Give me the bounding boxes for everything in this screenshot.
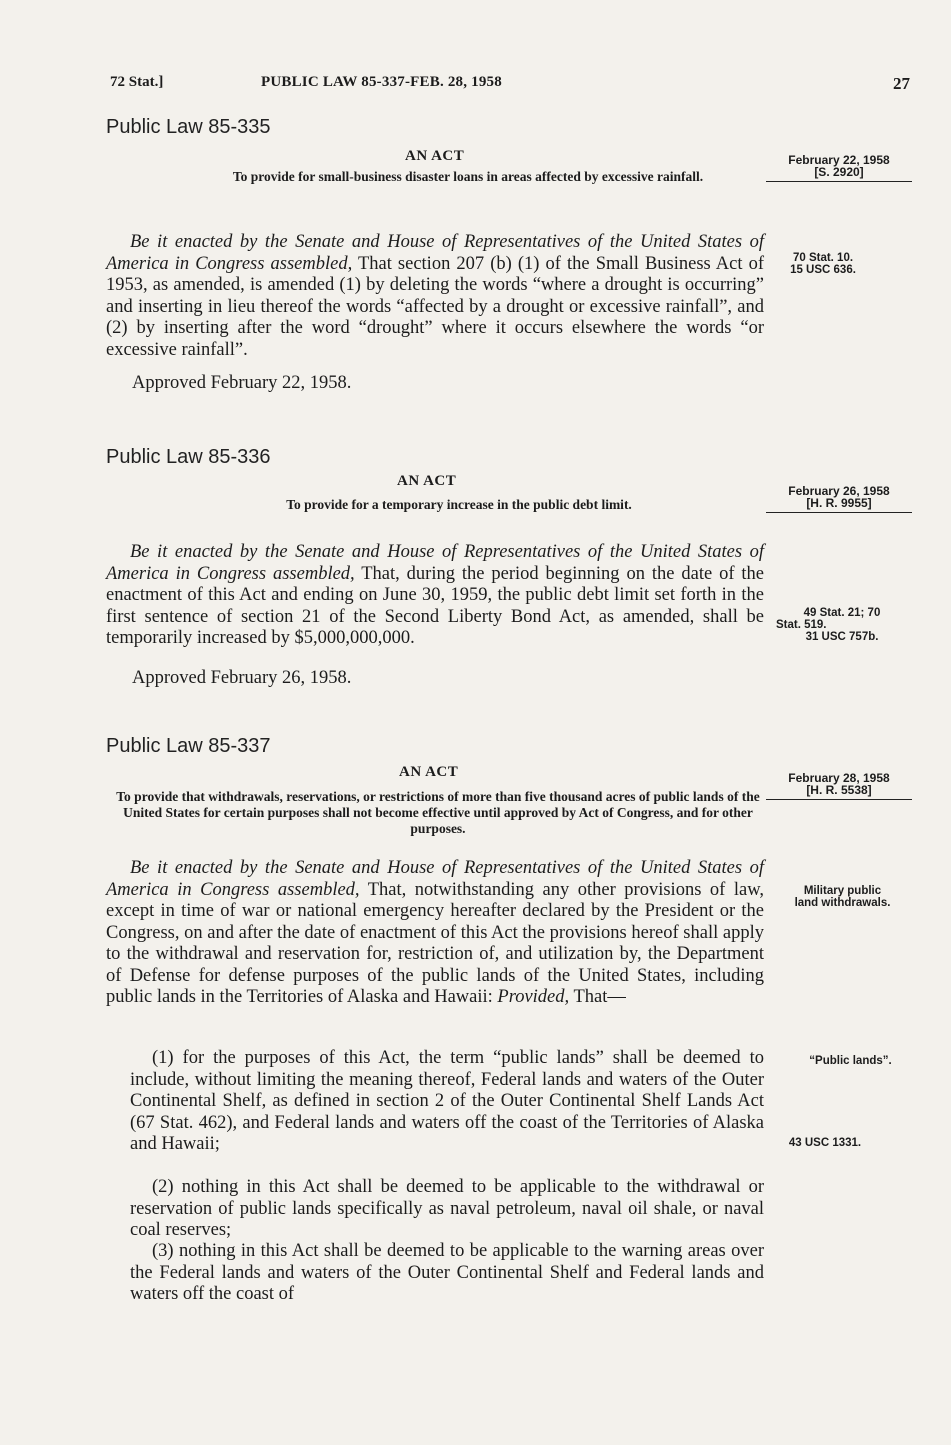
approved-85-335: Approved February 22, 1958. <box>132 373 352 393</box>
proviso-item-3 <box>130 1241 764 1306</box>
law-title-85-335: Public Law 85-335 <box>106 116 271 138</box>
margin-date-85-337 <box>766 772 912 800</box>
margin-date-85-336 <box>766 485 912 513</box>
law-title-85-337: Public Law 85-337 <box>106 735 271 757</box>
enactment-date: February 22, 1958 <box>788 153 890 167</box>
bill-number: [H. R. 5538] <box>806 783 872 797</box>
law-title-85-336: Public Law 85-336 <box>106 446 271 468</box>
bill-number: [S. 2920] <box>814 165 864 179</box>
proviso-item-text: (3) nothing in this Act shall be deemed to be applicable to the warning areas over the Federal lands and waters of the Outer Continental Shelf and Federal lands and waters off the coast of <box>130 1241 764 1304</box>
act-purpose-85-335: To provide for small-business disaster loans in areas affected by excessive rainfall. <box>232 169 704 184</box>
enactment-date: February 28, 1958 <box>788 771 890 785</box>
page-number: 27 <box>893 74 910 93</box>
citation-line: 49 Stat. 21; 70 <box>803 607 881 619</box>
citation-line: Stat. 519. <box>776 619 827 631</box>
act-heading-85-335: AN ACT <box>405 148 465 164</box>
volume-reference: 72 Stat.] <box>110 74 164 90</box>
act-purpose-85-336: To provide for a temporary increase in the public debt limit. <box>286 497 632 512</box>
act-text: That section 207 (b) (1) of the Small Business Act of 1953, as amended, is amended (1) by deleting the words “where a drought is occurring” and inserting in lieu thereof the words “affected by a drought or excessive rainfall”, and (2) by inserting after the word “drought” where it occurs elsewhere the words “or excessive rainfall”. <box>106 253 764 360</box>
enactment-date: February 26, 1958 <box>788 484 890 498</box>
proviso-item-1 <box>130 1048 764 1156</box>
side-note-military <box>770 885 915 909</box>
side-note-public-lands: “Public lands”. <box>809 1055 892 1067</box>
side-note-line: Military public <box>803 885 882 897</box>
enacting-clause: Be it enacted by the Senate and House of Representatives of the United States of America in Congress assembled, <box>106 542 764 584</box>
citation-note-85-336 <box>772 607 912 643</box>
act-text: That, during the period beginning on the date of the enactment of this Act and ending on June 30, 1959, the public debt limit set forth in the first sentence of section 21 of the Second Liberty Bond Act, as amended, shall be temporarily increased by $5,000,000,000. <box>106 563 764 648</box>
approved-85-336: Approved February 26, 1958. <box>132 668 352 688</box>
act-heading-85-337: AN ACT <box>399 764 459 780</box>
act-body-85-337 <box>106 858 764 1009</box>
act-purpose-85-337: To provide that withdrawals, reservations, or restrictions of more than five thousand acres of public lands of the United States for certain purposes shall not become effective until approved by Act of Congress, and for other purposes. <box>116 789 760 836</box>
act-text: That— <box>569 987 626 1007</box>
side-note-usc: 43 USC 1331. <box>788 1137 862 1149</box>
citation-line: 15 USC 636. <box>790 264 856 276</box>
margin-date-85-335 <box>766 154 912 182</box>
proviso-item-text: (1) for the purposes of this Act, the term “public lands” shall be deemed to include, without limiting the meaning thereof, Federal lands and waters of the Outer Continental Shelf, as defined in section 2 of the Outer Continental Shelf Lands Act (67 Stat. 462), and Federal lands and waters off the coast of the Territories of Alaska and Hawaii; <box>130 1048 764 1154</box>
enacting-clause: Be it enacted by the Senate and House of Representatives of the United States of America in Congress assembled, <box>106 232 764 274</box>
enacting-clause: Be it enacted by the Senate and House of Representatives of the United States of America in Congress assembled, <box>106 858 764 900</box>
proviso-word: Provided, <box>497 987 570 1007</box>
proviso-item-text: (2) nothing in this Act shall be deemed to be applicable to the withdrawal or reservation of public lands specifically as naval petroleum, naval oil shale, or naval coal reserves; <box>130 1177 764 1240</box>
running-title: PUBLIC LAW 85-337-FEB. 28, 1958 <box>261 74 502 90</box>
citation-line: 70 Stat. 10. <box>792 252 854 264</box>
bill-number: [H. R. 9955] <box>806 496 872 510</box>
act-body-85-335 <box>106 232 764 361</box>
act-text: That, notwithstanding any other provisions of law, except in time of war or national emergency hereafter declared by the President or the Congress, on and after the date of enactment of this Act the provisions hereof shall apply to the withdrawal and reservation for, restriction of, and utilization by, the Department of Defense for defense purposes of the public lands of the United States, including public lands in the Territories of Alaska and Hawaii: <box>106 879 764 1007</box>
running-head <box>110 74 910 96</box>
citation-note-85-335 <box>758 252 888 276</box>
act-heading-85-336: AN ACT <box>397 473 457 489</box>
act-body-85-336 <box>106 542 764 650</box>
proviso-item-2 <box>130 1177 764 1242</box>
side-note-line: land withdrawals. <box>794 897 891 909</box>
citation-line: 31 USC 757b. <box>805 631 879 643</box>
